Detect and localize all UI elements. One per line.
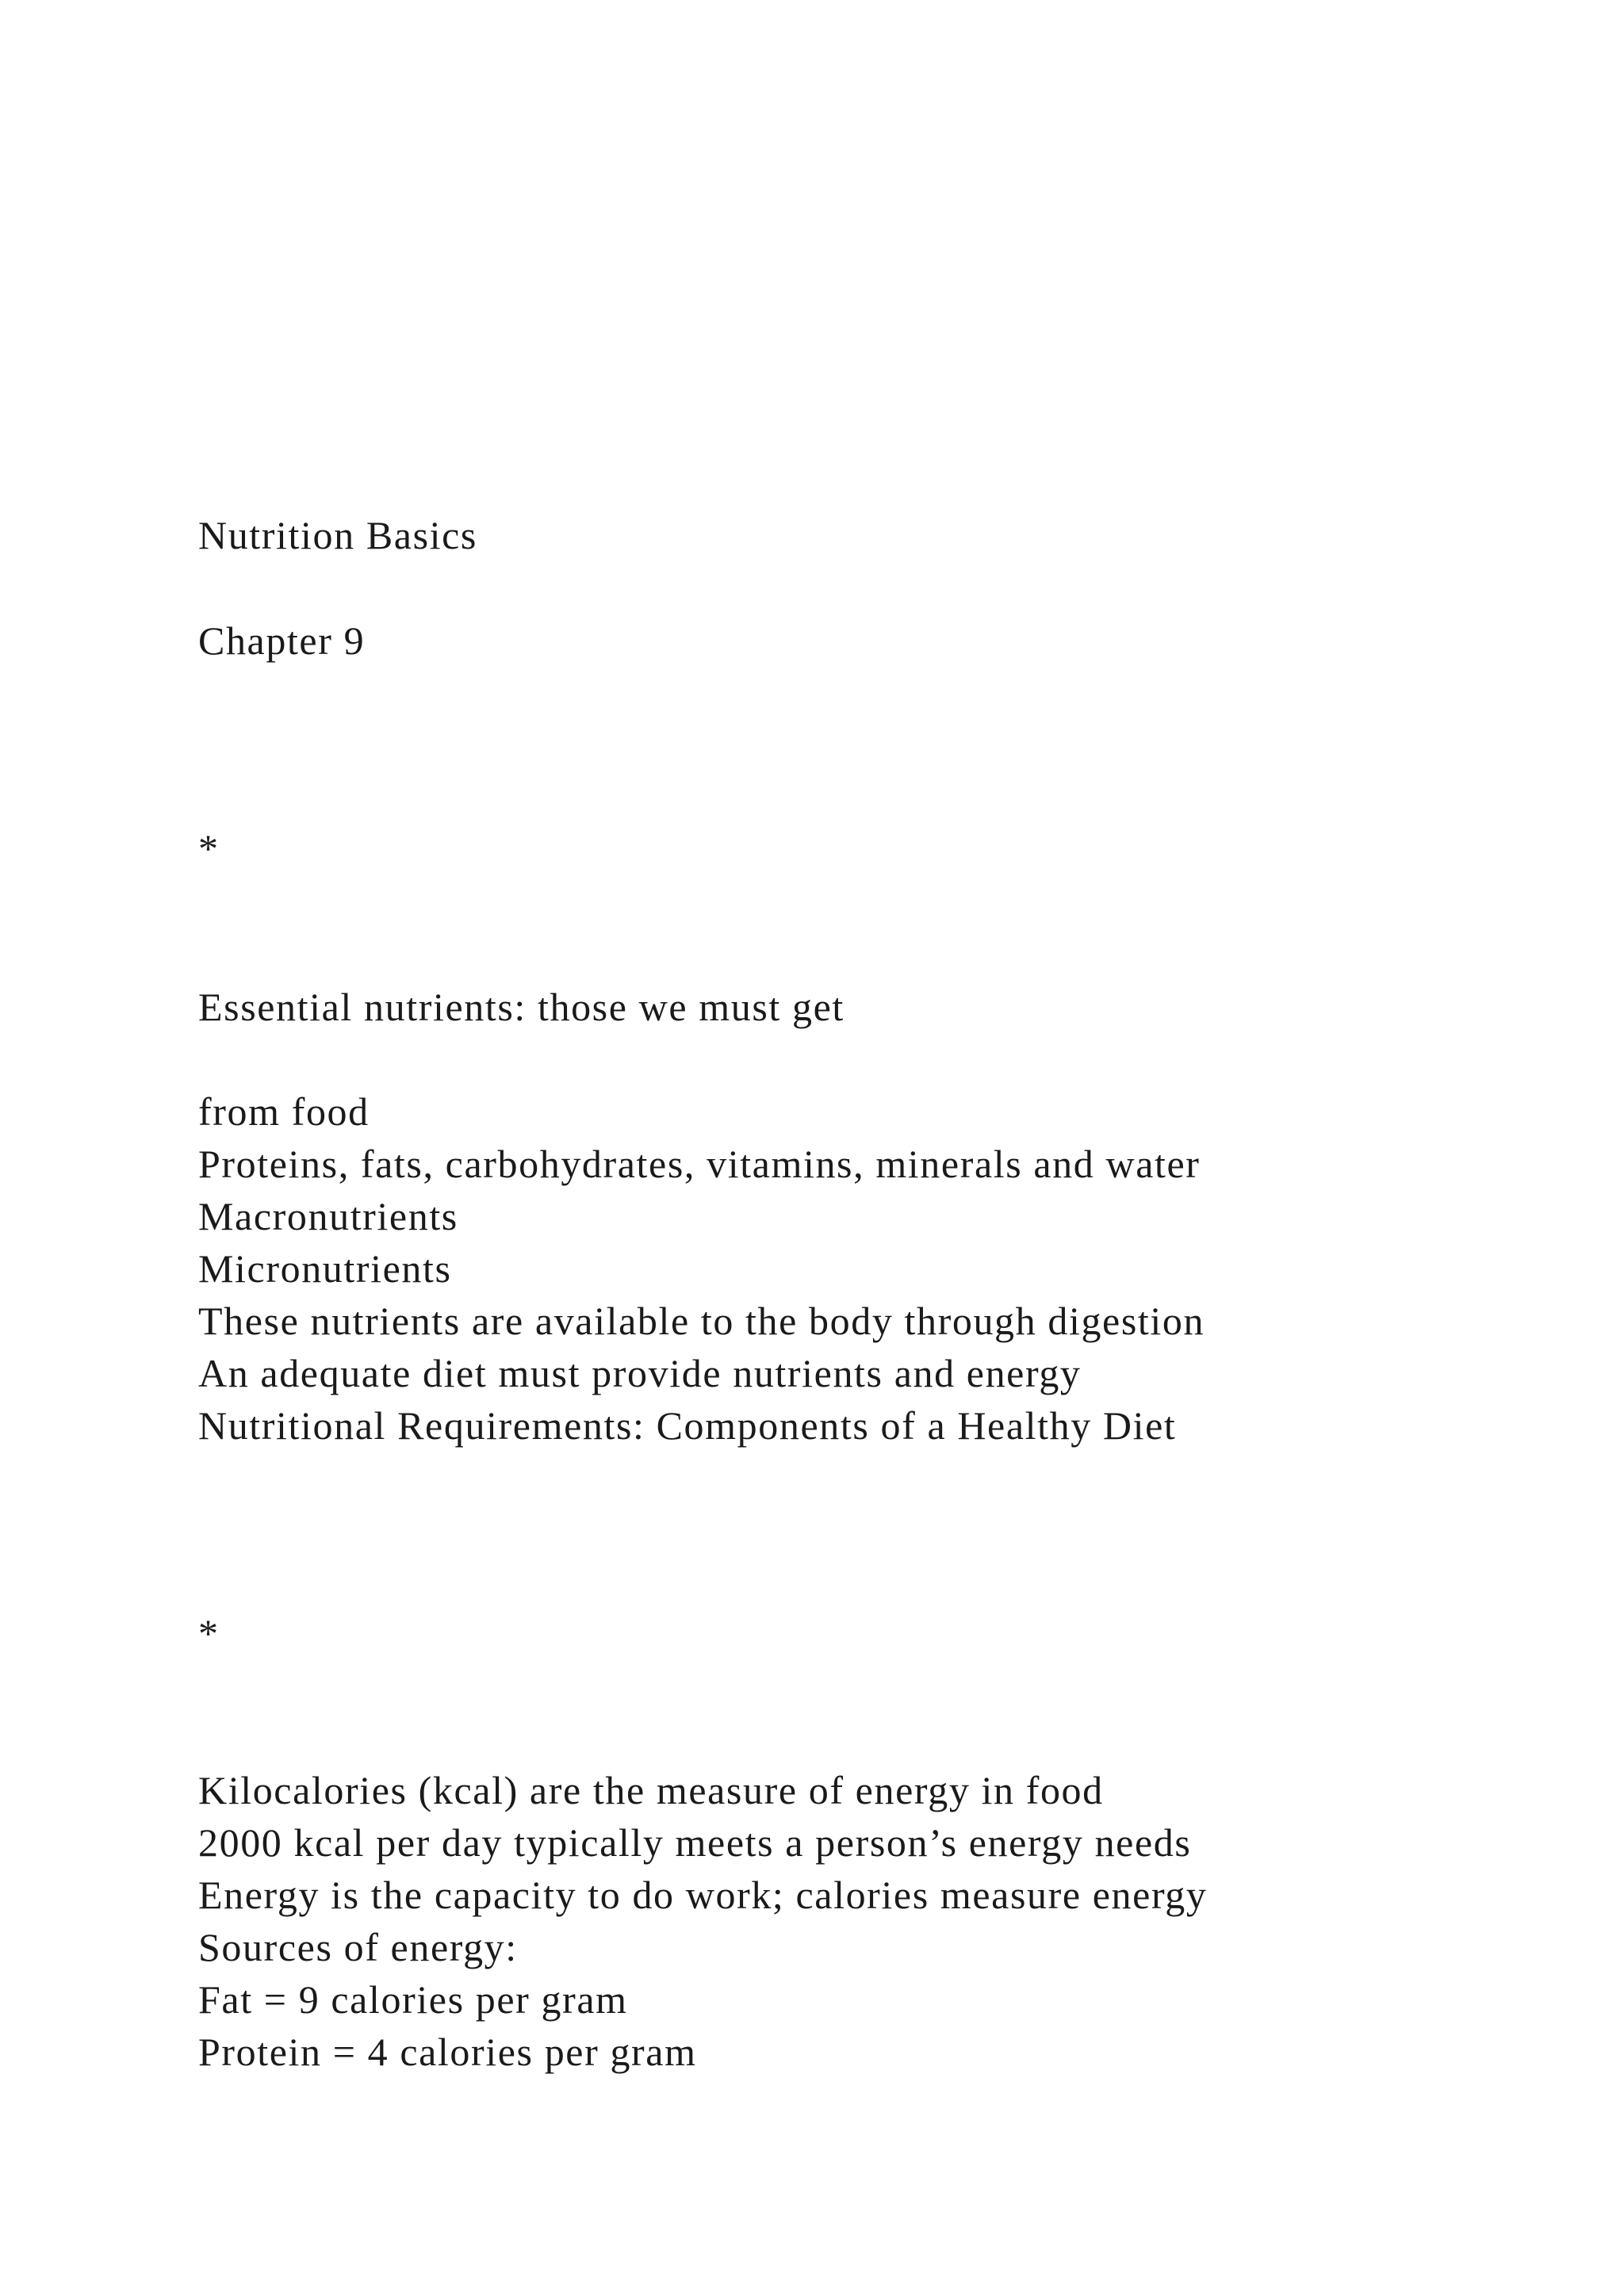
text-line: Energy is the capacity to do work; calories measure energy [198,1873,1208,1917]
chapter-label: Chapter 9 [198,618,366,663]
text-line: An adequate diet must provide nutrients and energy [198,1351,1082,1395]
section-separator: * [198,1611,220,1655]
document-title: Nutrition Basics [198,513,477,557]
text-line: Macronutrients [198,1194,458,1238]
text-line: 2000 kcal per day typically meets a person’s energy needs [198,1820,1192,1865]
text-line: These nutrients are available to the body through digestion [198,1299,1205,1343]
text-line: Fat = 9 calories per gram [198,1977,628,2022]
text-line: Proteins, fats, carbohydrates, vitamins, minerals and water [198,1142,1201,1186]
text-line: Micronutrients [198,1246,452,1291]
section-separator: * [198,826,220,871]
text-line: Kilocalories (kcal) are the measure of energy in food [198,1768,1104,1812]
text-line: Nutritional Requirements: Components of a Healthy Diet [198,1403,1177,1448]
text-line: from food [198,1089,370,1134]
text-line: Sources of energy: [198,1925,518,1969]
text-line: Essential nutrients: those we must get [198,985,845,1029]
text-line: Protein = 4 calories per gram [198,2030,697,2074]
